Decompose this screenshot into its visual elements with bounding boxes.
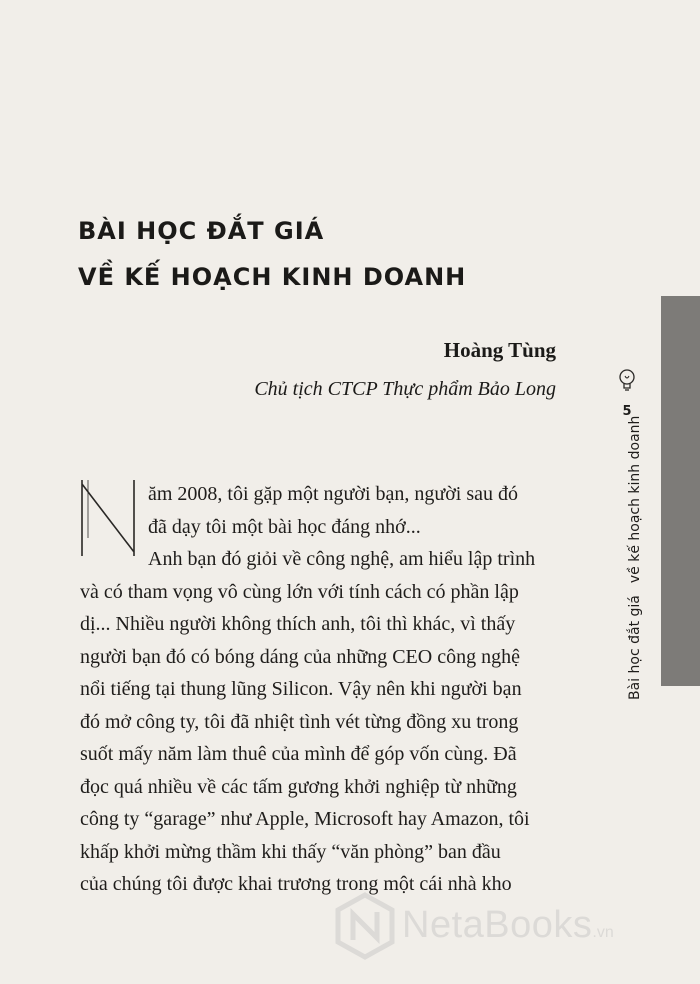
running-title: [627, 416, 643, 700]
body-line: nổi tiếng tại thung lũng Silicon. Vậy nên khi người bạn: [80, 678, 522, 700]
body-line: Anh bạn đó giỏi về công nghệ, am hiểu lập trình: [148, 548, 536, 570]
body-line: đã dạy tôi một bài học đáng nhớ...: [148, 515, 421, 538]
body-line: dị... Nhiều người không thích anh, tôi thì khác, vì thấy: [80, 613, 516, 635]
author-role: Chủ tịch CTCP Thực phẩm Bảo Long: [254, 378, 556, 400]
publisher-watermark: [334, 892, 684, 962]
running-title-part-1: Bài học đắt giá: [627, 595, 643, 700]
author-name: Hoàng Tùng: [443, 338, 556, 362]
body-line: đó mở công ty, tôi đã nhiệt tình vét từng đồng xu trong: [80, 710, 519, 733]
running-title-part-2: về kế hoạch kinh doanh: [627, 415, 643, 584]
body-line: người bạn đó có bóng dáng của những CEO công nghệ: [80, 645, 520, 668]
chapter-edge-tab: [661, 296, 700, 686]
page-number: 5: [622, 404, 632, 419]
chapter-body: [80, 478, 550, 901]
body-line: và có tham vọng vô cùng lớn với tính cách có phần lập: [80, 580, 519, 603]
watermark-brand: NetaBooks: [402, 904, 593, 946]
netabooks-logo-icon: [334, 892, 396, 960]
chapter-title-line-1: BÀI HỌC ĐẮT GIÁ: [78, 217, 325, 245]
body-line: suốt mấy năm làm thuê của mình để góp vốn cùng. Đã: [80, 743, 517, 765]
chapter-title: [78, 208, 466, 300]
body-line: công ty “garage” như Apple, Microsoft hay Amazon, tôi: [80, 808, 530, 830]
chapter-title-line-2: VỀ KẾ HOẠCH KINH DOANH: [78, 263, 467, 291]
lightbulb-icon: [617, 368, 637, 394]
watermark-suffix: .vn: [592, 924, 614, 941]
body-line: khấp khởi mừng thầm khi thấy “văn phòng” ban đầu: [80, 840, 501, 863]
body-line: ăm 2008, tôi gặp một người bạn, người sau đó: [148, 483, 519, 505]
body-line: của chúng tôi được khai trương trong một cái nhà kho: [80, 873, 512, 895]
body-line: đọc quá nhiều về các tấm gương khởi nghiệp từ những: [80, 775, 517, 798]
